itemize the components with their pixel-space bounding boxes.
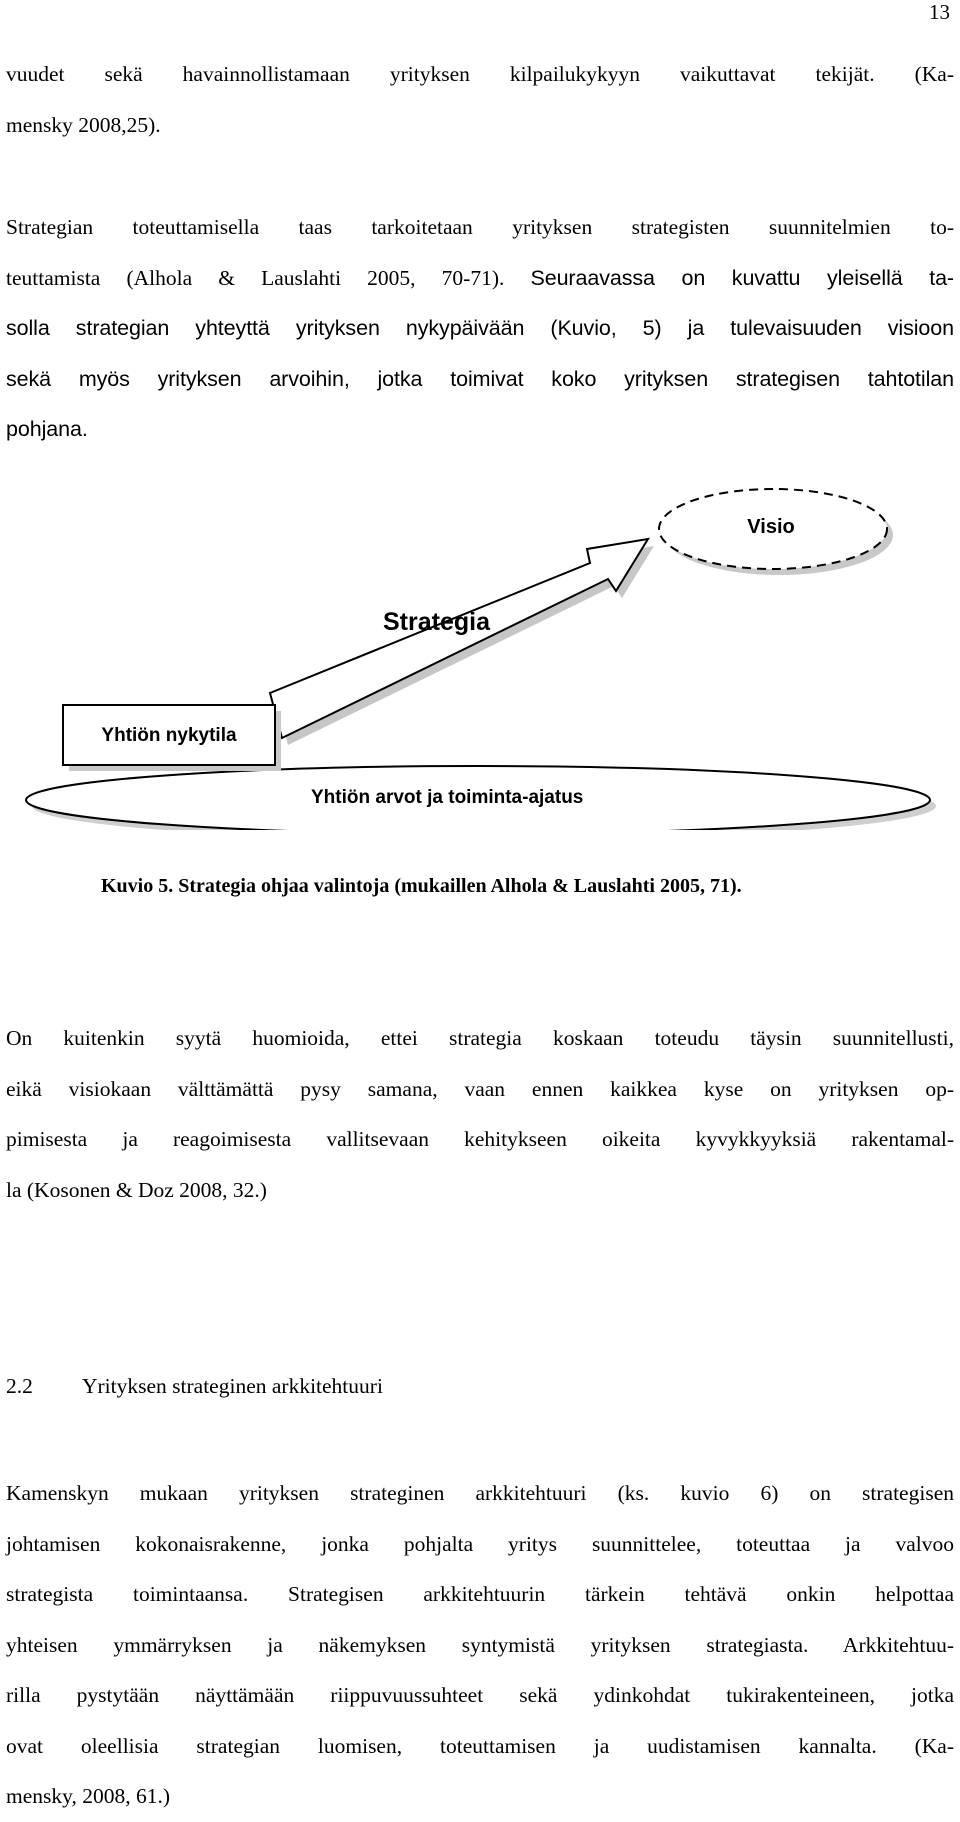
text-line: pimisesta ja reagoimisesta vallitsevaan kehitykseen oikeita kyvykkyyksiä rakentamal- [6, 1127, 954, 1151]
values-label: Yhtiön arvot ja toiminta-ajatus [311, 787, 584, 808]
paragraph-4 [6, 1468, 954, 1822]
text-line: ovat oleellisia strategian luomisen, toteuttamisen ja uudistamisen kannalta. (Ka- [6, 1733, 954, 1758]
text-line: eikä visiokaan välttämättä pysy samana, vaan ennen kaikkea kyse on yrityksen op- [6, 1076, 954, 1101]
figure-caption: Kuvio 5. Strategia ohjaa valintoja (mukaillen Alhola & Lauslahti 2005, 71). [101, 875, 742, 897]
text-line: solla strategian yhteyttä yrityksen nykypäivään (Kuvio, 5) ja tulevaisuuden visioon [6, 316, 954, 340]
text-line: Kamenskyn mukaan yrityksen strateginen arkkitehtuuri (ks. kuvio 6) on strategisen [6, 1481, 954, 1505]
text-line: vuudet sekä havainnollistamaan yrityksen kilpailukykyyn vaikuttavat tekijät. (Ka- [6, 62, 954, 86]
text-line: mensky 2008,25). [6, 112, 161, 137]
text-line: sekä myös yrityksen arvoihin, jotka toimivat koko yrityksen strategisen tahtotilan [6, 366, 954, 391]
strategy-diagram [0, 470, 960, 830]
strategy-arrow [270, 539, 648, 738]
strategy-label: Strategia [383, 608, 490, 636]
text-line: yhteisen ymmärryksen ja näkemyksen syntymistä yrityksen strategiasta. Arkkitehtuu- [6, 1632, 954, 1657]
paragraph-2 [6, 202, 954, 455]
text-span: teuttamista (Alhola & Lauslahti 2005, 70-71). [6, 265, 531, 290]
text-line: pohjana. [6, 417, 88, 441]
current-state-label: Yhtiön nykytila [101, 725, 237, 746]
section-number: 2.2 [6, 1374, 33, 1398]
section-heading [6, 1374, 383, 1399]
paragraph-1 [6, 49, 954, 150]
text-line: On kuitenkin syytä huomioida, ettei strategia koskaan toteudu täysin suunnitellusti, [6, 1026, 954, 1050]
visio-label: Visio [747, 516, 795, 538]
text-line: Strategian toteuttamisella taas tarkoitetaan yrityksen strategisten suunnitelmien to- [6, 215, 954, 239]
text-line: rilla pystytään näyttämään riippuvuussuhteet sekä ydinkohdat tukirakenteineen, jotka [6, 1683, 954, 1707]
text-span: Seuraavassa on kuvattu yleisellä ta- [530, 265, 954, 290]
section-title: Yrityksen strateginen arkkitehtuuri [82, 1374, 383, 1398]
text-line: mensky, 2008, 61.) [6, 1784, 171, 1808]
text-line [6, 253, 954, 304]
text-line: johtamisen kokonaisrakenne, jonka pohjalta yritys suunnittelee, toteuttaa ja valvoo [6, 1531, 954, 1556]
text-line: la (Kosonen & Doz 2008, 32.) [6, 1177, 267, 1202]
text-line: strategista toimintaansa. Strategisen arkkitehtuurin tärkein tehtävä onkin helpottaa [6, 1582, 954, 1606]
paragraph-3 [6, 1013, 954, 1215]
page-number: 13 [929, 0, 950, 24]
